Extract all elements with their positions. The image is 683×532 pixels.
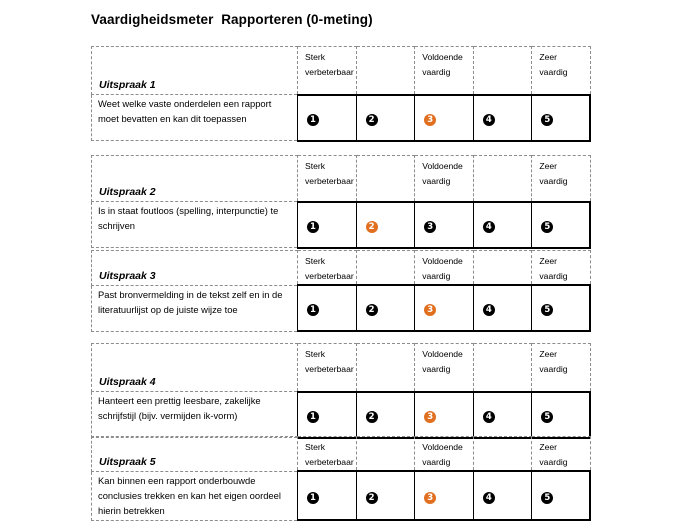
score-option-cell[interactable] [532,392,591,438]
scale-label-cell [532,437,591,472]
statement-heading-cell [92,156,298,202]
scale-label-line-2: vaardig [422,67,451,77]
scale-label-line-1: Voldoende [422,349,463,359]
scale-label-cell [473,156,532,202]
scale-label-cell [473,437,532,472]
scale-label-line-2: vaardig [422,176,451,186]
scale-label [474,156,532,174]
scale-label-line-1: Sterk [305,349,326,359]
statement-heading-cell [92,344,298,392]
scale-label-line-1: Sterk [305,161,326,171]
score-circle[interactable]: 1 [307,304,319,316]
page-title: Vaardigheidsmeter Rapporteren (0-meting) [91,12,373,27]
scale-label-cell [298,156,357,202]
scale-label-cell [473,251,532,286]
scale-label-cell [298,437,357,472]
statement-heading: Uitspraak 4 [99,376,156,388]
statement-block [91,250,590,332]
score-option-cell[interactable] [298,202,357,248]
scale-label [474,437,532,455]
scale-label-cell [356,251,415,286]
selected-score-circle[interactable]: 3 [424,114,436,126]
scale-label-line-2: vaardig [539,364,568,374]
scale-label [298,47,356,80]
scale-label-cell [415,344,474,392]
scale-label-cell [473,47,532,95]
scale-label [532,437,590,470]
score-option-cell[interactable] [415,95,474,141]
scale-label [532,251,590,284]
scale-label-cell [473,344,532,392]
score-option-cell[interactable] [356,471,415,520]
score-option-cell[interactable] [356,202,415,248]
rating-table [91,436,591,521]
scale-label-line-2: verbeterbaar [305,271,354,281]
selected-score-circle[interactable]: 2 [366,221,378,233]
statement-heading: Uitspraak 2 [99,186,156,198]
scale-label-line-2: vaardig [539,67,568,77]
scale-label-cell [532,344,591,392]
scale-label-cell [298,251,357,286]
scale-label [298,156,356,189]
score-circle[interactable]: 2 [366,304,378,316]
score-circle[interactable]: 5 [541,304,553,316]
scale-label [532,344,590,377]
statement-heading-cell [92,437,298,472]
score-option-cell[interactable] [473,285,532,331]
scale-label-line-2: vaardig [422,271,451,281]
statement-description: Past bronvermelding in de tekst zelf en in de literatuurlijst op de juiste wijze toe [92,285,298,331]
score-circle[interactable]: 1 [307,411,319,423]
score-option-cell[interactable] [298,95,357,141]
score-circle[interactable]: 1 [307,492,319,504]
selected-score-circle[interactable]: 3 [424,492,436,504]
scale-label-cell [356,437,415,472]
scale-label [415,251,473,284]
score-circle[interactable]: 5 [541,411,553,423]
scale-label [474,251,532,269]
scale-label-cell [532,251,591,286]
score-circle[interactable]: 2 [366,411,378,423]
score-option-cell[interactable] [473,392,532,438]
statement-block [91,155,590,249]
scale-label-line-2: verbeterbaar [305,67,354,77]
statement-description: Is in staat foutloos (spelling, interpunctie) te schrijven [92,202,298,248]
scale-label [415,344,473,377]
statement-heading: Uitspraak 3 [99,269,156,282]
score-option-cell[interactable] [532,202,591,248]
statement-heading: Uitspraak 1 [99,79,156,91]
statement-block [91,343,590,439]
scale-label [357,156,415,174]
scale-label [474,344,532,362]
scale-label-line-1: Zeer [539,442,558,452]
scale-label-cell [298,47,357,95]
statement-block [91,436,590,521]
scale-label [415,156,473,189]
scale-label-line-2: vaardig [539,176,568,186]
scale-label-line-1: Zeer [539,349,558,359]
statement-description: Kan binnen een rapport onderbouwde conclusies trekken en kan het eigen oordeel hierin betrekken [92,471,298,520]
scale-label-cell [532,156,591,202]
score-circle[interactable]: 5 [541,492,553,504]
score-option-cell[interactable] [532,95,591,141]
score-option-cell[interactable] [415,285,474,331]
scale-label-cell [415,251,474,286]
scale-label-cell [356,47,415,95]
scale-label-line-1: Zeer [539,52,558,62]
scale-label-cell [415,437,474,472]
scale-label-line-2: vaardig [539,457,568,467]
score-option-cell[interactable] [532,285,591,331]
scale-label-line-1: Sterk [305,52,326,62]
score-option-cell[interactable] [473,202,532,248]
score-option-cell[interactable] [415,202,474,248]
scale-label [415,437,473,470]
statement-heading-cell [92,47,298,95]
scale-label-line-2: verbeterbaar [305,364,354,374]
scale-label-cell [415,156,474,202]
score-option-cell[interactable] [473,95,532,141]
scale-label-line-1: Zeer [539,256,558,266]
score-option-cell[interactable] [356,392,415,438]
scale-label [474,47,532,65]
scale-label-line-2: vaardig [422,457,451,467]
scale-label-cell [356,156,415,202]
scale-label-cell [532,47,591,95]
score-option-cell[interactable] [298,285,357,331]
scale-label [298,344,356,377]
score-option-cell[interactable] [298,392,357,438]
scale-label-line-2: verbeterbaar [305,457,354,467]
score-option-cell[interactable] [473,471,532,520]
score-option-cell[interactable] [415,392,474,438]
scale-label-line-2: vaardig [422,364,451,374]
statement-description: Weet welke vaste onderdelen een rapport moet bevatten en kan dit toepassen [92,95,298,141]
scale-label-cell [298,344,357,392]
score-circle[interactable]: 5 [541,221,553,233]
rating-table [91,46,591,142]
score-circle[interactable]: 5 [541,114,553,126]
statement-block [91,46,590,142]
scale-label-line-2: verbeterbaar [305,176,354,186]
score-circle[interactable]: 3 [424,221,436,233]
score-circle[interactable]: 2 [366,114,378,126]
rating-table [91,155,591,249]
score-circle[interactable]: 2 [366,492,378,504]
score-option-cell[interactable] [356,285,415,331]
score-circle[interactable]: 1 [307,114,319,126]
scale-label [298,437,356,470]
scale-label-line-1: Voldoende [422,442,463,452]
statement-heading: Uitspraak 5 [99,455,156,468]
scale-label [357,47,415,65]
scale-label [357,344,415,362]
scale-label-line-1: Zeer [539,161,558,171]
scale-label-line-1: Voldoende [422,52,463,62]
scale-label-line-1: Sterk [305,256,326,266]
scale-label [357,437,415,455]
scale-label [532,156,590,189]
rating-table [91,343,591,439]
statement-heading-cell [92,251,298,286]
selected-score-circle[interactable]: 3 [424,411,436,423]
score-circle[interactable]: 4 [483,114,495,126]
score-circle[interactable]: 4 [483,304,495,316]
score-option-cell[interactable] [298,471,357,520]
score-circle[interactable]: 4 [483,492,495,504]
score-option-cell[interactable] [532,471,591,520]
scale-label [532,47,590,80]
score-circle[interactable]: 1 [307,221,319,233]
scale-label-line-1: Voldoende [422,161,463,171]
scale-label-line-2: vaardig [539,271,568,281]
score-circle[interactable]: 4 [483,411,495,423]
rating-table [91,250,591,332]
statement-description: Hanteert een prettig leesbare, zakelijke schrijfstijl (bijv. vermijden ik-vorm) [92,392,298,438]
scale-label-cell [415,47,474,95]
score-circle[interactable]: 4 [483,221,495,233]
selected-score-circle[interactable]: 3 [424,304,436,316]
scale-label [357,251,415,269]
scale-label [415,47,473,80]
scale-label-cell [356,344,415,392]
score-option-cell[interactable] [356,95,415,141]
scale-label-line-1: Voldoende [422,256,463,266]
scale-label-line-1: Sterk [305,442,326,452]
score-option-cell[interactable] [415,471,474,520]
scale-label [298,251,356,284]
